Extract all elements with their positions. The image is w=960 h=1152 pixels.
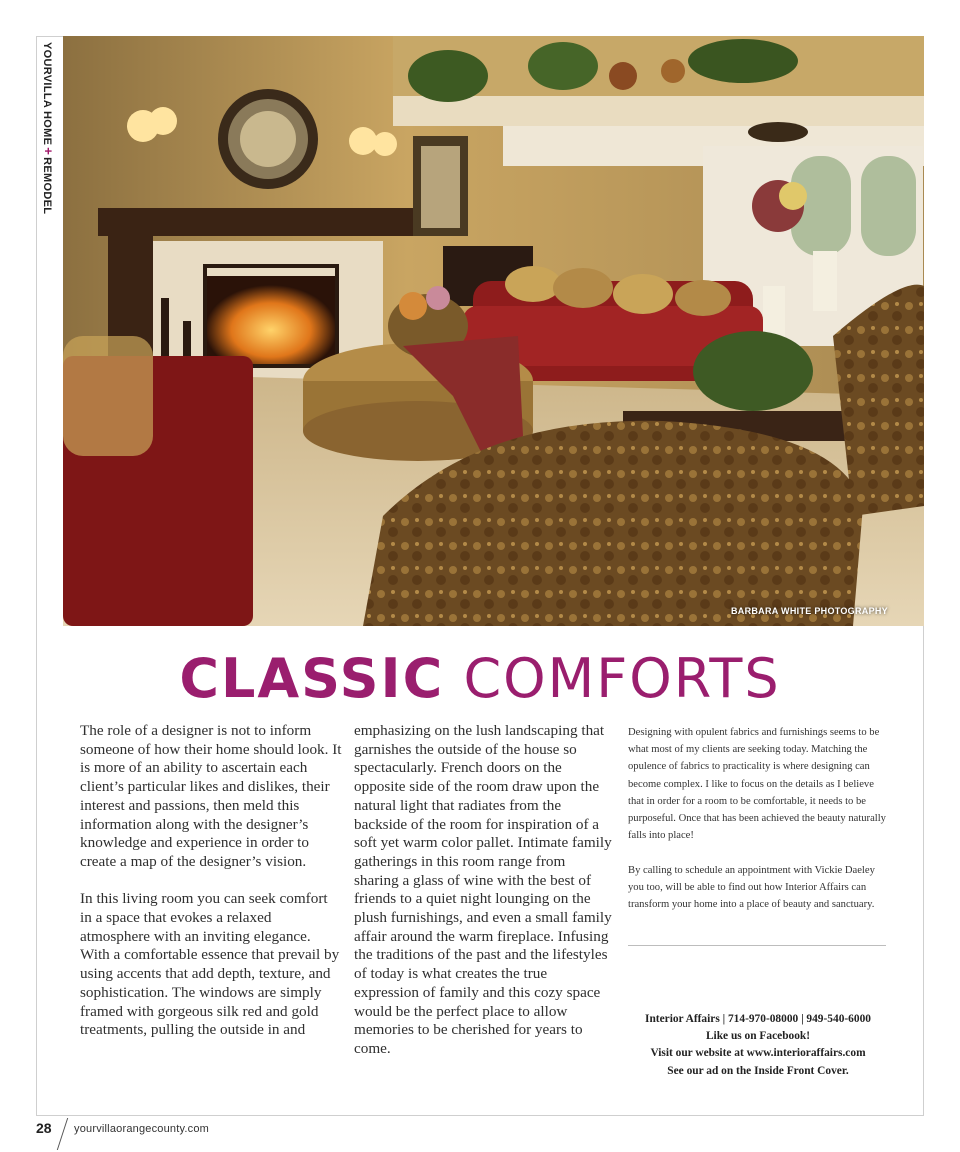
article-column-2 [354, 722, 612, 1077]
contact-block [624, 1011, 892, 1080]
living-room-photo [63, 36, 924, 626]
headline-bold: CLASSIC [179, 647, 445, 710]
quote-paragraph: By calling to schedule an appointment with Vickie Daeley you too, will be able to find out how Interior Affairs can transform your home into a place of beauty and sanctuary. [628, 864, 875, 911]
photo-credit: BARBARA WHITE PHOTOGRAPHY [730, 606, 888, 616]
headline-light: COMFORTS [463, 647, 781, 710]
footer-slash [57, 1118, 68, 1150]
contact-website: Visit our website at www.interioraffairs.com [650, 1047, 866, 1060]
living-room-illustration [63, 36, 924, 626]
contact-facebook: Like us on Facebook! [705, 1030, 811, 1043]
page-number: 28 [36, 1120, 52, 1136]
article-paragraph: The role of a designer is not to inform someone of how their home should look. It is more of an ability to ascertain each client’s particular likes and dislikes, their interest and passions, then meld this information along with the designer’s knowledge and experience in order to create a map of the designer’s vision. [80, 722, 342, 870]
quote-paragraph: Designing with opulent fabrics and furnishings seems to be what most of my clients are seeking today. Matching the opulence of fabrics to practicality is where designing can become complex. I like to focus on the details as I believe that in order for a room to be comfortable, it needs to be purposeful. Once that has been achieved the beauty naturally falls into place! [628, 727, 886, 842]
contact-phones: Interior Affairs | 714-970-08000 | 949-540-6000 [645, 1013, 871, 1025]
section-label [40, 42, 60, 222]
article-headline [36, 644, 924, 714]
section-label-remodel: REMODEL [41, 157, 53, 215]
designer-quote-column [628, 724, 890, 930]
article-paragraph: In this living room you can seek comfort in a space that evokes a relaxed atmosphere with an inviting elegance. With a comfortable essence that prevail by using accents that add depth, texture, and sophistication. The windows are simply framed with gorgeous silk red and gold treatments, pulling the outside in and [80, 890, 340, 1039]
section-label-home: YOURVILLA HOME [41, 42, 53, 146]
page-footer [36, 1118, 436, 1148]
contact-ad-note: See our ad on the Inside Front Cover. [667, 1064, 849, 1077]
article-paragraph: emphasizing on the lush landscaping that garnishes the outside of the house so spectacularly. French doors on the opposite side of the room draw upon the natural light that radiates from the backside of the room for inspiration of a soft yet warm color pallet. Intimate family gatherings in this room range from sharing a glass of wine with the best of friends to a quiet night lounging on the plush furnishings, and even a small family affair around the warm fireplace. Infusing the traditions of the past and the lifestyles of today is what creates the true expression of family and this cozy space would be the perfect place to allow memories to be cherished for years to come. [354, 722, 612, 1057]
footer-site-url: yourvillaorangecounty.com [74, 1123, 210, 1135]
article-column-1 [80, 722, 342, 1059]
plus-icon: + [41, 147, 56, 156]
column-divider [628, 945, 886, 946]
